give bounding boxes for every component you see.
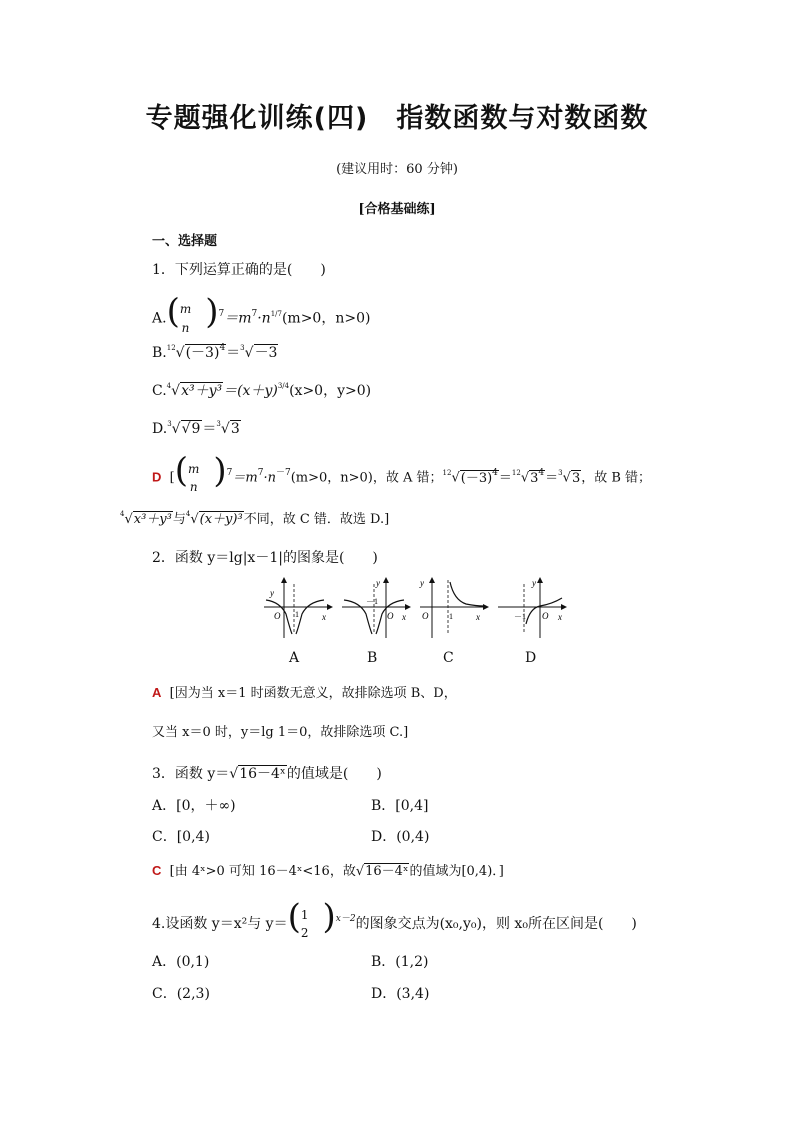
page-title: 专题强化训练(四) 指数函数与对数函数: [145, 103, 649, 134]
q4-stem: 4.设函数 y＝x²与 y＝( 1 2 )$^{x-2}$的图象交点为(x₀,y₀)，则 x₀所在区间是( ): [152, 897, 637, 940]
graph-c-y-label: y: [420, 578, 424, 588]
q1-option-c[interactable]: $C.^4√x^3+y^3=(x+y)^{3/4}(x>0$，y>0): [152, 382, 372, 399]
graph-c-origin: O: [422, 611, 429, 621]
graph-a-tick: 1: [295, 610, 299, 619]
q3-option-a[interactable]: A．[0，＋∞): [152, 798, 236, 814]
q1-solution-line1: D [( m n )$^7=m^7\cdot n^{-7}(m>0$，n>0)，故 A 错；$^{12}√(-3)^4=^{12}√3^4=^3√3$，故 B 错；: [152, 450, 652, 494]
graph-d-tick: －1: [514, 612, 526, 621]
q2-graphs: [262, 574, 572, 640]
graph-a-origin: O: [274, 611, 281, 621]
q2-stem: 2．函数 y＝lg|x－1|的图象是( ): [152, 550, 378, 566]
section-label: [合格基础练]: [358, 202, 436, 217]
q2-label-b[interactable]: B: [367, 650, 378, 666]
graph-c-x-label: x: [476, 612, 480, 622]
q2-label-c[interactable]: C: [443, 650, 454, 666]
graph-b-y-label: y: [376, 578, 380, 588]
q3-option-c[interactable]: C．[0,4): [152, 829, 210, 845]
graph-a-x-label: x: [322, 612, 326, 622]
q1-option-a[interactable]: A.( m n )$^7=m^7\cdot n^{1/7}(m>0$，n>0): [152, 291, 371, 335]
graph-c[interactable]: [419, 578, 488, 638]
q3-option-d[interactable]: D．(0,4): [371, 829, 430, 845]
graph-d-origin: O: [542, 611, 549, 621]
graph-a[interactable]: [264, 578, 332, 638]
suggested-time: (建议用时：60 分钟): [336, 162, 458, 177]
q3-option-b[interactable]: B．[0,4]: [371, 798, 429, 814]
q2-label-d[interactable]: D: [525, 650, 537, 666]
graph-d[interactable]: [498, 578, 566, 638]
graph-d-y-label: y: [532, 578, 536, 588]
graph-b-origin: O: [387, 611, 394, 621]
q2-solution-line2: 又当 x＝0 时，y＝lg 1＝0，故排除选项 C.]: [152, 725, 409, 740]
q1-solution-line2: $^4$√x³＋y³与$^4$√(x＋y)³不同，故 C 错．故选 D.]: [120, 510, 390, 527]
q4-option-c[interactable]: C．(2,3): [152, 986, 210, 1002]
q4-option-b[interactable]: B．(1,2): [371, 954, 429, 970]
q2-answer: A: [152, 685, 162, 700]
graph-b-x-label: x: [402, 612, 406, 622]
q1-answer: D: [152, 469, 162, 485]
q2-label-a[interactable]: A: [289, 650, 300, 666]
q1-stem: 1．下列运算正确的是( ): [152, 262, 326, 278]
graph-b-tick: －1: [366, 597, 378, 606]
q2-solution-line1: A [因为当 x＝1 时函数无意义，故排除选项 B、D，: [152, 685, 457, 701]
q1-option-d[interactable]: D.$^3$√√9 ＝$^3$√3: [152, 420, 240, 437]
graph-d-x-label: x: [558, 612, 562, 622]
graph-b[interactable]: [342, 578, 410, 638]
q3-stem: 3．函数 y＝√16－4ˣ的值域是( ): [152, 766, 382, 782]
q1-option-b[interactable]: $B.^{12}√(-3)^4=^3√-3$: [152, 343, 278, 361]
q3-solution: C [由 4ˣ>0 可知 16－4ˣ<16，故√16－4ˣ的值域为[0,4)．]: [152, 863, 504, 879]
q4-option-d[interactable]: D．(3,4): [371, 986, 430, 1002]
q4-option-a[interactable]: A．(0,1): [152, 954, 210, 970]
graph-a-y-label: y: [270, 588, 274, 598]
q3-answer: C: [152, 863, 162, 878]
graph-c-tick: 1: [449, 612, 453, 621]
part-heading: 一、选择题: [152, 234, 218, 249]
